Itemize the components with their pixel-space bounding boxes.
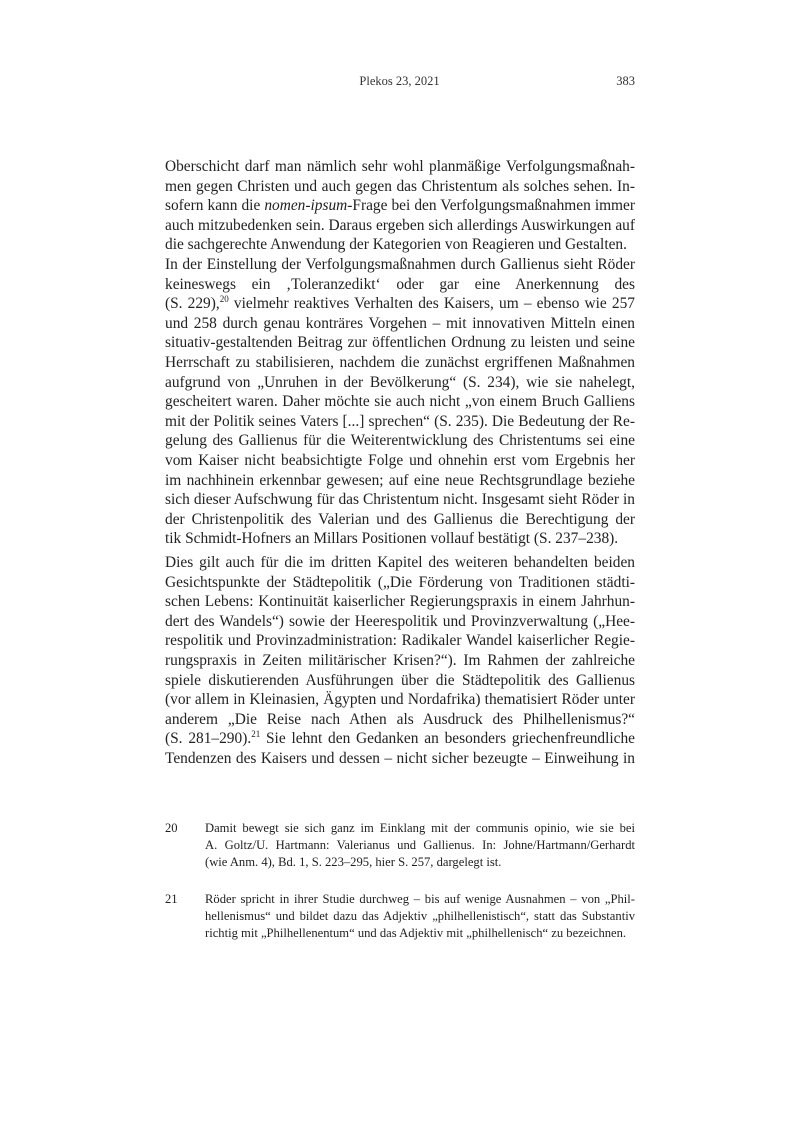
text-segment: im nachhinein erkennbar gewesen; auf eine neue Rechtsgrundlage beziehe xyxy=(165,471,635,489)
text-segment: -Frage bei den Verfolgungsmaßnahmen immer xyxy=(347,197,635,215)
text-segment: A. Goltz/U. Hartmann: Valerianus und Gallienus. In: Johne/Hartmann/Gerhardt xyxy=(205,838,635,852)
running-header-journal: Plekos 23, 2021 xyxy=(359,74,440,88)
paragraph xyxy=(165,157,635,255)
text-segment: spiele diskutierenden Ausführungen über die Städtepolitik des Gallienus xyxy=(165,671,635,689)
footnote-text xyxy=(205,820,635,871)
text-line xyxy=(165,333,635,353)
footnote-reference: 21 xyxy=(251,729,261,740)
text-segment: sofern kann die xyxy=(165,197,265,215)
text-segment: aufgrund von „Unruhen in der Bevölkerung“ (S. 234), wie sie nahelegt, xyxy=(165,373,635,391)
footnote-number: 21 xyxy=(165,892,178,906)
text-line xyxy=(205,925,635,942)
text-segment: Tendenzen des Kaisers und dessen – nicht sicher bezeugte – Einweihung in xyxy=(165,749,635,767)
text-segment: gelung des Gallienus für die Weiterentwicklung des Christentums sei eine xyxy=(165,432,635,450)
text-line xyxy=(165,157,635,177)
text-line xyxy=(165,553,635,573)
text-segment: der Christenpolitik des Valerian und des Gallienus die Berechtigung der xyxy=(165,510,635,528)
text-segment: (vor allem in Kleinasien, Ägypten und Nordafrika) thematisiert Röder unter xyxy=(165,691,635,709)
text-segment: In der Einstellung der Verfolgungsmaßnahmen durch Gallienus sieht Röder xyxy=(165,256,635,273)
text-line xyxy=(165,294,635,314)
text-segment: dert des Wandels“) sowie der Heerespolitik und Provinzverwaltung („Hee- xyxy=(165,612,635,630)
text-line xyxy=(165,471,635,491)
text-line xyxy=(165,749,635,769)
text-segment: schen Lebens: Kontinuität kaiserlicher Regierungspraxis in einem Jahrhun- xyxy=(165,593,635,611)
text-segment: sich dieser Aufschwung für das Christentum nicht. Insgesamt sieht Röder in xyxy=(165,491,635,509)
text-segment: auch mitzubedenken sein. Daraus ergeben sich allerdings Auswirkungen auf xyxy=(165,216,635,234)
text-line xyxy=(165,275,635,295)
paragraph xyxy=(165,255,635,549)
footnote-number: 20 xyxy=(165,821,178,835)
text-segment: (S. 281–290). xyxy=(165,730,252,748)
text-segment: situativ-gestaltenden Beitrag zur öffentlichen Ordnung zu leisten und seine xyxy=(165,334,635,352)
text-line xyxy=(165,690,635,710)
text-segment: mit der Politik seines Vaters [...] sprechen“ (S. 235). Die Bedeutung der Re- xyxy=(165,412,635,430)
text-line xyxy=(205,908,635,925)
text-segment: (S. 229), xyxy=(165,295,220,313)
text-line xyxy=(165,216,635,236)
text-line xyxy=(165,392,635,412)
text-line xyxy=(165,490,635,510)
text-line xyxy=(165,651,635,671)
text-line xyxy=(165,631,635,651)
text-segment: men gegen Christen und auch gegen das Christentum als solches sehen. In- xyxy=(165,177,635,195)
text-segment: anderem „Die Reise nach Athen als Ausdruck des Philhellenismus?“ xyxy=(165,710,635,728)
text-segment: Herrschaft zu stabilisieren, nachdem die zunächst ergriffenen Maßnahmen xyxy=(165,353,635,371)
text-segment: richtig mit „Philhellenentum“ und das Adjektiv mit „philhellenisch“ zu bezeichnen. xyxy=(205,926,627,940)
text-line xyxy=(165,177,635,197)
text-line xyxy=(165,235,635,255)
text-segment: (wie Anm. 4), Bd. 1, S. 223–295, hier S. 257, dargelegt ist. xyxy=(205,855,502,869)
paragraph xyxy=(165,553,635,769)
text-line xyxy=(165,573,635,593)
text-segment: die sachgerechte Anwendung der Kategorien von Reagieren und Gestalten. xyxy=(165,236,627,254)
italic-term: nomen-ipsum xyxy=(264,197,348,215)
text-line xyxy=(165,314,635,334)
text-line xyxy=(165,710,635,730)
text-segment: Damit bewegt sie sich ganz im Einklang mit der communis opinio, wie sie bei xyxy=(205,821,635,835)
text-line xyxy=(205,891,635,908)
text-segment: Röder spricht in ihrer Studie durchweg – bis auf wenige Ausnahmen – von „Phil- xyxy=(205,892,635,906)
text-line xyxy=(165,353,635,373)
text-line xyxy=(165,612,635,632)
text-segment: gescheitert waren. Daher möchte sie auch nicht „von einem Bruch Galliens xyxy=(165,393,635,411)
text-line xyxy=(165,729,635,749)
text-line xyxy=(165,255,635,275)
text-segment: rungspraxis in Zeiten militärischer Krisen?“). Im Rahmen der zahlreiche xyxy=(165,651,635,669)
text-segment: Gesichtspunkte der Städtepolitik („Die Förderung von Traditionen städti- xyxy=(165,573,635,591)
text-segment: hellenismus“ und bildet dazu das Adjektiv „philhellenistisch“, statt das Substantiv xyxy=(205,909,635,923)
text-segment: keineswegs ein ‚Toleranzedikt‘ oder gar eine Anerkennung des xyxy=(165,275,635,293)
text-line xyxy=(165,373,635,393)
text-line xyxy=(165,510,635,530)
text-line xyxy=(165,412,635,432)
text-segment: tik Schmidt-Hofners an Millars Positionen vollauf bestätigt (S. 237–238). xyxy=(165,530,619,548)
text-line xyxy=(205,837,635,854)
text-segment: Oberschicht darf man nämlich sehr wohl planmäßige Verfolgungsmaßnah- xyxy=(165,158,635,175)
text-segment: Dies gilt auch für die im dritten Kapitel des weiteren behandelten beiden xyxy=(165,554,635,571)
text-line xyxy=(165,431,635,451)
text-segment: Sie lehnt den Gedanken an besonders griechenfreundliche xyxy=(260,730,635,748)
text-line xyxy=(205,820,635,837)
text-line xyxy=(205,854,635,871)
text-line xyxy=(165,671,635,691)
text-line xyxy=(165,592,635,612)
footnote-reference: 20 xyxy=(219,294,229,305)
text-segment: vom Kaiser nicht beabsichtigte Folge und ohnehin erst vom Ergebnis her xyxy=(165,451,635,469)
text-line xyxy=(165,196,635,216)
text-line xyxy=(165,529,635,549)
text-segment: vielmehr reaktives Verhalten des Kaisers, um – ebenso wie 257 xyxy=(228,295,635,313)
text-line xyxy=(165,451,635,471)
text-segment: und 258 durch genau konträres Vorgehen – mit innovativen Mitteln einen xyxy=(165,314,635,332)
page-number: 383 xyxy=(616,74,635,88)
text-segment: respolitik und Provinzadministration: Radikaler Wandel kaiserlicher Regie- xyxy=(165,632,635,650)
footnote-text xyxy=(205,891,635,942)
